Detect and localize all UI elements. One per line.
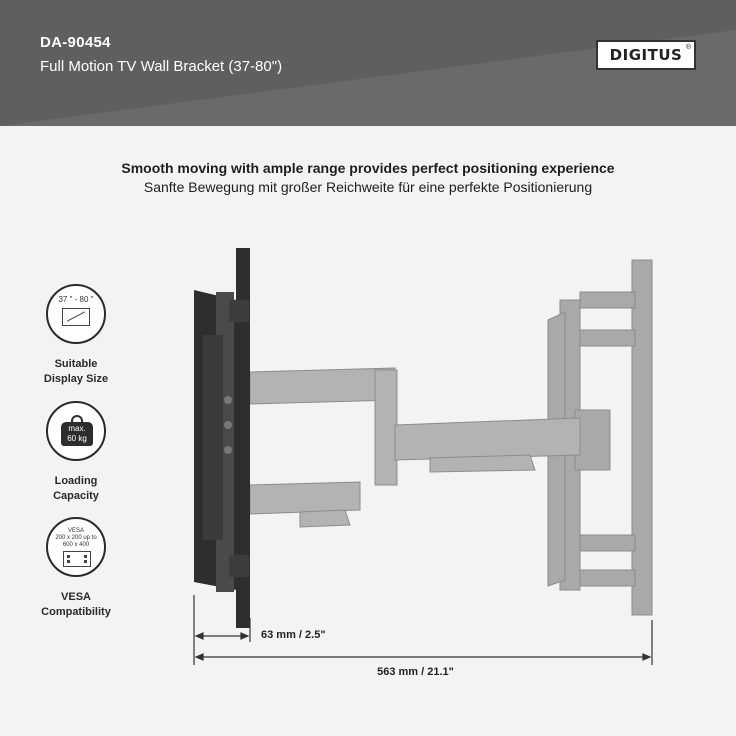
feature-label-line2: Compatibility <box>41 606 111 618</box>
registered-mark: ® <box>685 44 691 51</box>
feature-label-line2: Display Size <box>43 373 109 385</box>
brand-logo-text: DIGITUS <box>609 46 683 64</box>
vesa-spec-line3: 600 x 400 <box>62 542 90 548</box>
product-subtitle: Full Motion TV Wall Bracket (37-80") <box>40 58 283 75</box>
feature-label-line1: VESA <box>61 591 91 603</box>
product-model: DA-90454 <box>40 34 111 51</box>
weight-text-kg: 60 kg <box>67 434 87 443</box>
swing-arms-extended <box>250 368 580 527</box>
display-size-range: 37 " - 80 " <box>58 295 94 304</box>
feature-label-line1: Suitable <box>54 358 98 370</box>
headline-english: Smooth moving with ample range provides perfect positioning experience <box>121 160 615 176</box>
dimension-max-depth: 563 mm / 21.1" <box>377 666 454 678</box>
headline-german: Sanfte Bewegung mit großer Reichweite für eine perfekte Positionierung <box>143 179 593 195</box>
weight-text-max: max. <box>68 424 86 433</box>
feature-label-line1: Loading <box>54 475 98 487</box>
tv-plate-retracted <box>194 248 250 628</box>
vesa-spec-line1: VESA <box>67 528 84 534</box>
dimension-min-depth: 63 mm / 2.5" <box>261 629 326 641</box>
feature-label-line2: Capacity <box>53 490 99 502</box>
vesa-spec-line2: 200 x 200 up to <box>55 535 97 541</box>
